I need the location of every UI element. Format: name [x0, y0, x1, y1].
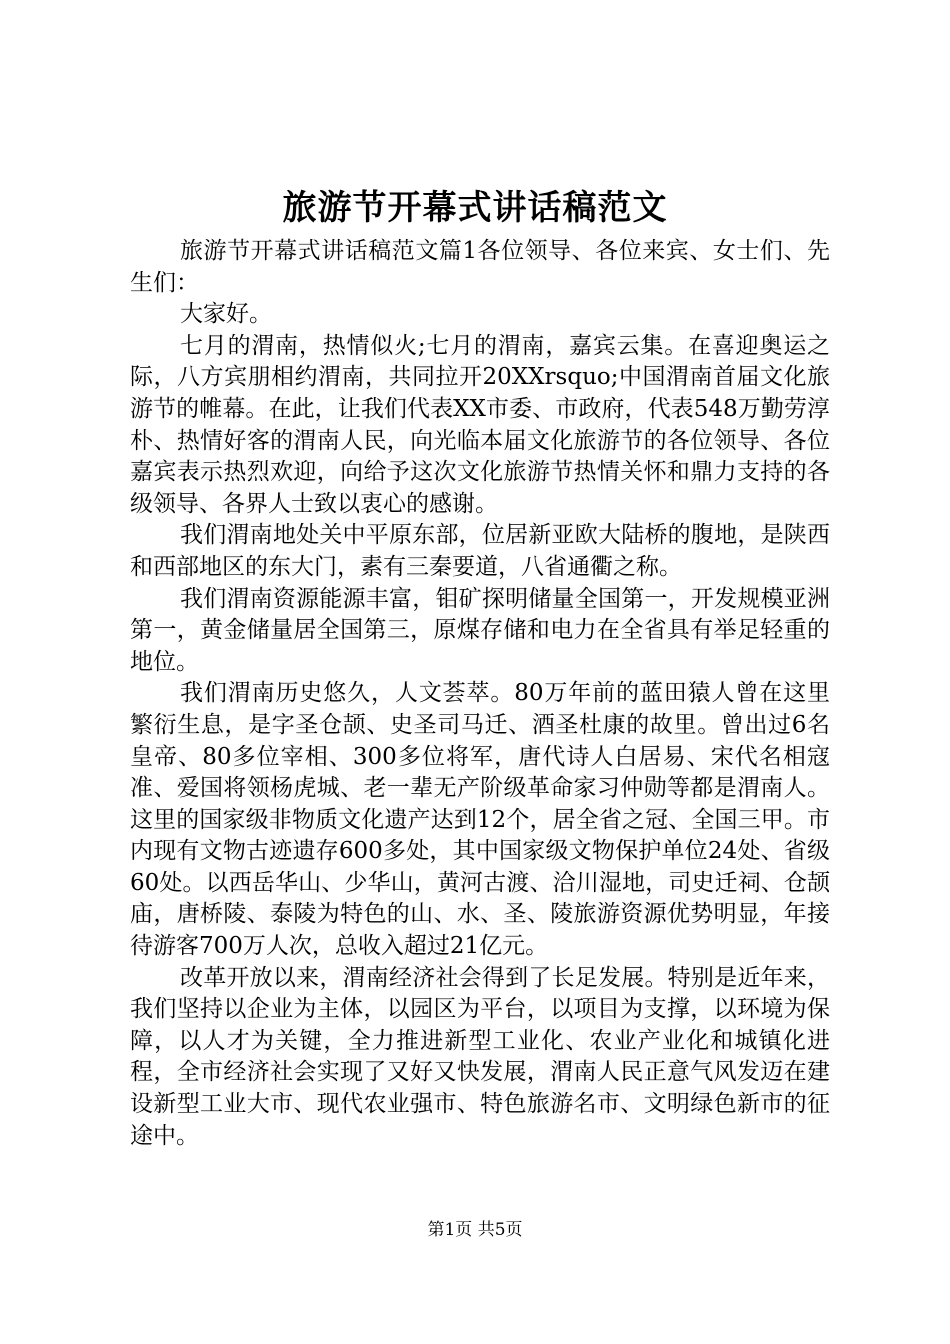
paragraph-history: 我们渭南历史悠久，人文荟萃。80万年前的蓝田猿人曾在这里繁衍生息，是字圣仓颉、史圣司马迁、酒圣杜康的故里。曾出过6名皇帝、80多位宰相、300多位将军，唐代诗人白居易、宋代名相寇准、爱国将领杨虎城、老一辈无产阶级革命家习仲勋等都是渭南人。这里的国家级非物质文化遗产达到12个，居全省之冠、全国三甲。市内现有文物古迹遗存600多处，其中国家级文物保护单位24处、省级60处。以西岳华山、少华山，黄河古渡、洽川湿地，司史迁祠、仓颉庙，唐桥陵、泰陵为特色的山、水、圣、陵旅游资源优势明显，年接待游客700万人次，总收入超过21亿元。: [130, 680, 830, 960]
paragraph-welcome: 七月的渭南，热情似火;七月的渭南，嘉宾云集。在喜迎奥运之际，八方宾朋相约渭南，共同拉开20XXrsquo;中国渭南首届文化旅游节的帷幕。在此，让我们代表XX市委、市政府，代表548万勤劳淳朴、热情好客的渭南人民，向光临本届文化旅游节的各位领导、各位嘉宾表示热烈欢迎，向给予这次文化旅游节热情关怀和鼎力支持的各级领导、各界人士致以衷心的感谢。: [130, 332, 830, 517]
paragraph-hello: 大家好。: [180, 301, 272, 328]
paragraph-location: 我们渭南地处关中平原东部，位居新亚欧大陆桥的腹地，是陕西和西部地区的东大门，素有三秦要道，八省通衢之称。: [130, 522, 830, 580]
paragraph-development: 改革开放以来，渭南经济社会得到了长足发展。特别是近年来，我们坚持以企业为主体，以园区为平台，以项目为支撑，以环境为保障，以人才为关键，全力推进新型工业化、农业产业化和城镇化进程，全市经济社会实现了又好又快发展，渭南人民正意气风发迈在建设新型工业大市、现代农业强市、特色旅游名市、文明绿色新市的征途中。: [130, 964, 830, 1149]
paragraph-greeting: 旅游节开幕式讲话稿范文篇1各位领导、各位来宾、女士们、先生们：: [130, 238, 830, 296]
document-title: 旅游节开幕式讲话稿范文: [282, 188, 668, 228]
document-body: [130, 236, 830, 1152]
paragraph-resources: 我们渭南资源能源丰富，钼矿探明储量全国第一，开发规模亚洲第一，黄金储量居全国第三，原煤存储和电力在全省具有举足轻重的地位。: [130, 585, 830, 675]
page-footer: 第1页 共5页: [427, 1220, 523, 1240]
